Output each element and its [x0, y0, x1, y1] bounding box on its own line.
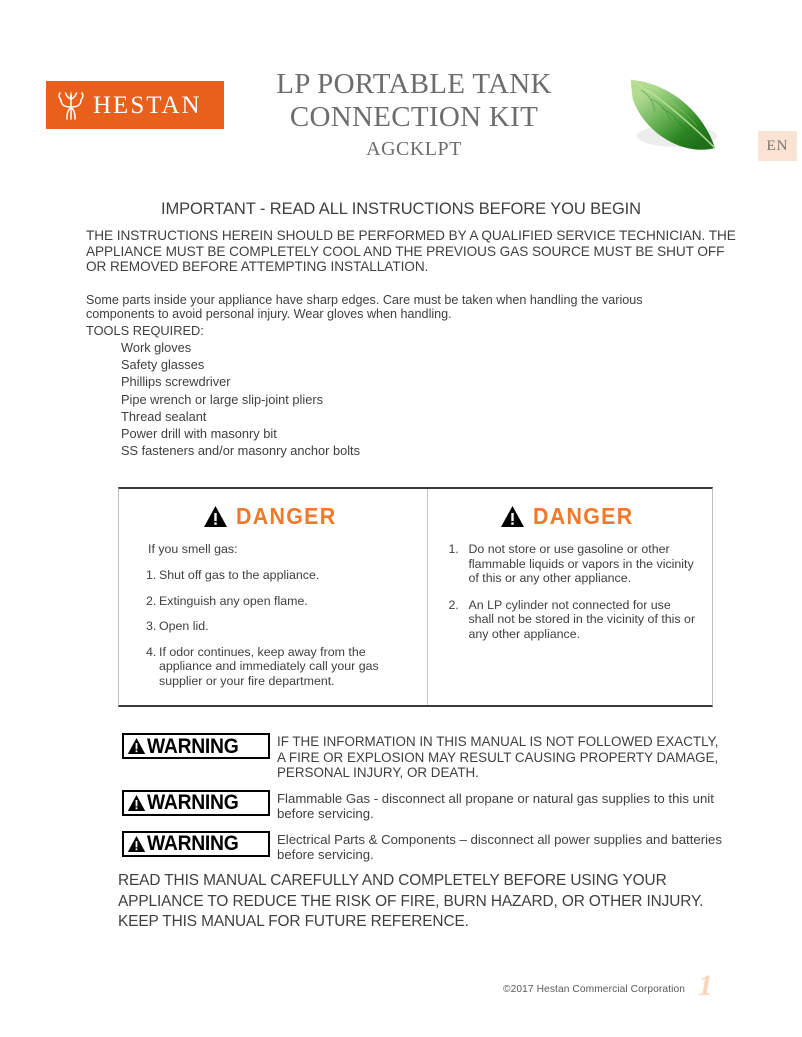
warning-badge: [122, 790, 270, 816]
important-heading: IMPORTANT - READ ALL INSTRUCTIONS BEFORE YOU BEGIN: [160, 200, 641, 218]
warning-triangle-icon: [203, 505, 228, 528]
warning-triangle-icon: [127, 794, 146, 812]
hestan-logo: [46, 81, 224, 129]
intro-section: [86, 228, 736, 322]
list-item: SS fasteners and/or masonry anchor bolts: [121, 443, 360, 459]
danger-panel-smell-gas: [119, 489, 428, 705]
warning-text: Electrical Parts & Components – disconnect all power supplies and batteries before servicing.: [277, 831, 722, 862]
copyright-notice: ©2017 Hestan Commercial Corporation: [503, 984, 686, 995]
list-item-number: 3.: [146, 619, 157, 634]
language-badge: EN: [758, 131, 797, 161]
title-line-1: LP PORTABLE TANK: [276, 68, 552, 100]
sharp-edges-paragraph: Some parts inside your appliance have sharp edges. Care must be taken when handling the various components to avoid personal injury. Wear gloves when handling.: [86, 292, 643, 322]
list-item-number: 1.: [146, 568, 157, 582]
list-item: [135, 568, 411, 583]
list-item: Work gloves: [121, 340, 192, 355]
document-title: [228, 68, 600, 162]
warning-triangle-icon: [127, 737, 146, 755]
warning-label: WARNING: [147, 832, 239, 856]
list-item-number: 1.: [448, 542, 459, 556]
danger-intro-text: If you smell gas:: [148, 542, 238, 556]
warning-triangle-icon: [500, 505, 525, 528]
list-item: Safety glasses: [121, 357, 205, 373]
list-item: Pipe wrench or large slip-joint pliers: [121, 391, 323, 407]
danger-header: [442, 505, 698, 528]
list-item-text: Extinguish any open flame.: [159, 593, 308, 608]
leaf-icon: [619, 66, 727, 170]
list-item-text: If odor continues, keep away from the appliance and immediately call your gas supplier or your fire department.: [159, 644, 379, 688]
model-number: AGCKLPT: [366, 138, 462, 160]
danger-steps-list: [442, 542, 698, 642]
warning-triangle-icon: [127, 835, 146, 853]
list-item: Phillips screwdriver: [121, 374, 231, 390]
warning-badge: [122, 733, 270, 759]
hestan-h-monogram-icon: [56, 89, 86, 121]
closing-statement: READ THIS MANUAL CAREFULLY AND COMPLETELY BEFORE USING YOUR APPLIANCE TO REDUCE THE RISK OF FIRE, BURN HAZARD, OR OTHER INJURY. KEEP THIS MANUAL FOR FUTURE REFERENCE.: [118, 872, 704, 930]
qualified-technician-paragraph: THE INSTRUCTIONS HEREIN SHOULD BE PERFORMED BY A QUALIFIED SERVICE TECHNICIAN. THE APPLIANCE MUST BE COMPLETELY COOL AND THE PREVIOUS GAS SOURCE MUST BE SHUT OFF OR REMOVED BEFORE ATTEMPTING INSTALLATION.: [86, 228, 736, 275]
danger-panel-group: [118, 487, 713, 707]
list-item-number: 2.: [448, 597, 459, 612]
danger-label: DANGER: [532, 503, 634, 529]
danger-steps-list: [135, 568, 411, 689]
warning-badge: [122, 831, 270, 857]
page-header: [0, 0, 802, 190]
list-item-number: 2.: [146, 593, 157, 608]
warning-label: WARNING: [147, 791, 239, 815]
danger-panel-storage: [428, 489, 712, 705]
danger-label: DANGER: [235, 503, 337, 529]
page-footer: [0, 969, 802, 1020]
list-item: [442, 598, 698, 642]
tools-required-section: [86, 322, 506, 459]
title-line-2: CONNECTION KIT: [289, 101, 539, 133]
page-number: 1: [698, 969, 713, 1002]
list-item-text: An LP cylinder not connected for use shall not be stored in the vicinity of this or any other appliance.: [468, 597, 696, 641]
tools-required-list: [86, 339, 506, 459]
list-item-text: Do not store or use gasoline or other flammable liquids or vapors in the vicinity of this or any other appliance.: [468, 542, 694, 586]
warning-text: Flammable Gas - disconnect all propane or natural gas supplies to this unit before servicing.: [277, 790, 714, 822]
list-item-number: 4.: [146, 644, 157, 659]
warning-row: [122, 790, 722, 822]
hestan-wordmark: HESTAN: [93, 91, 202, 119]
list-item: [135, 619, 411, 634]
list-item: Thread sealant: [121, 408, 207, 424]
warning-row: [122, 831, 722, 863]
monogram-center-spike: [70, 91, 72, 99]
warning-label: WARNING: [147, 734, 239, 758]
list-item: Power drill with masonry bit: [121, 426, 277, 442]
danger-header: [135, 505, 411, 528]
warning-section: [122, 733, 722, 871]
list-item-text: Open lid.: [159, 619, 209, 634]
list-item: [135, 645, 411, 689]
list-item: [442, 542, 698, 586]
list-item-text: Shut off gas to the appliance.: [159, 568, 320, 582]
tools-required-title: TOOLS REQUIRED:: [86, 323, 204, 338]
warning-text: IF THE INFORMATION IN THIS MANUAL IS NOT FOLLOWED EXACTLY, A FIRE OR EXPLOSION MAY RESULT CAUSING PROPERTY DAMAGE, PERSONAL INJURY, OR DEATH.: [277, 734, 719, 781]
list-item: [135, 594, 411, 609]
warning-row: [122, 733, 722, 781]
